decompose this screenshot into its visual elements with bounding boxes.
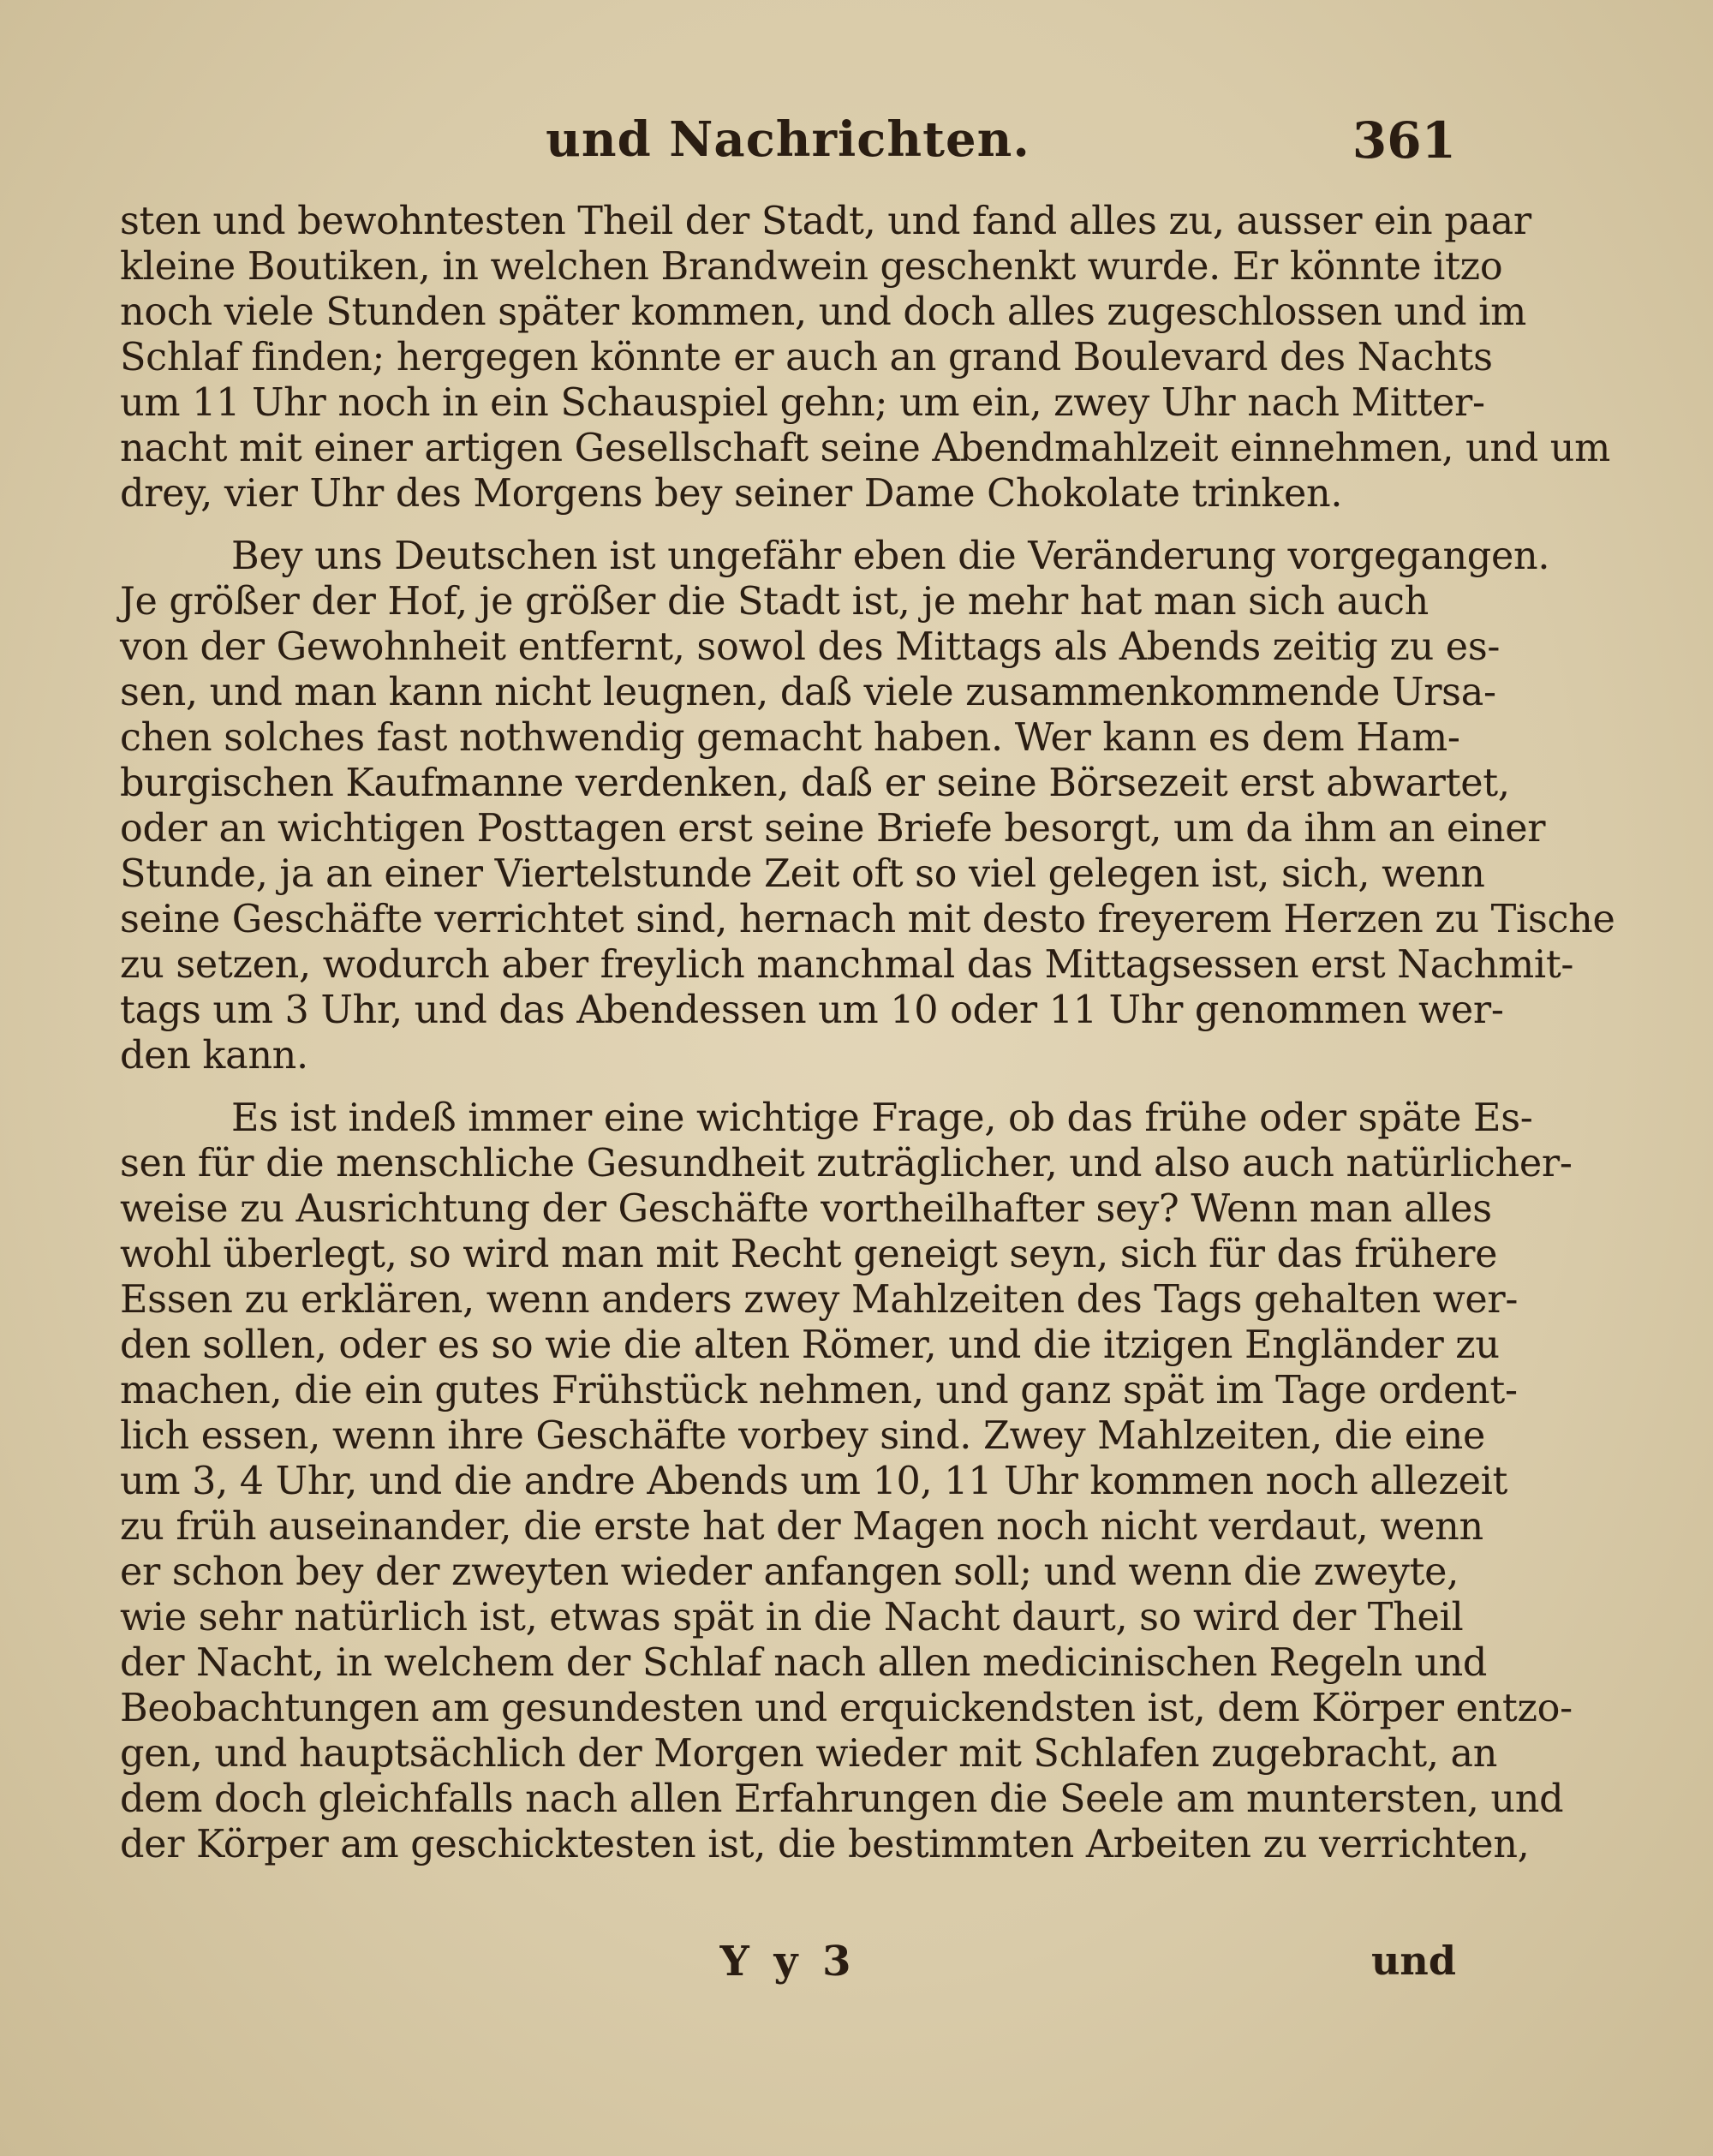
text-line: nacht mit einer artigen Gesellschaft seine Abendmahlzeit einnehmen, und um bbox=[120, 427, 1611, 470]
text-line: zu setzen, wodurch aber freylich manchmal das Mittagsessen erst Nachmit- bbox=[120, 943, 1574, 987]
page-number: 361 bbox=[1352, 111, 1456, 170]
text-line: dem doch gleichfalls nach allen Erfahrungen die Seele am muntersten, und bbox=[120, 1777, 1564, 1821]
text-line: Beobachtungen am gesundesten und erquickendsten ist, dem Körper entzo- bbox=[120, 1687, 1573, 1730]
text-line: um 11 Uhr noch in ein Schauspiel gehn; um ein, zwey Uhr nach Mitter- bbox=[120, 381, 1485, 425]
text-line: wie sehr natürlich ist, etwas spät in die Nacht daurt, so wird der Theil bbox=[120, 1596, 1464, 1639]
text-line: Je größer der Hof, je größer die Stadt ist, je mehr hat man sich auch bbox=[120, 580, 1429, 624]
text-line: der Körper am geschicktesten ist, die bestimmten Arbeiten zu verrichten, bbox=[120, 1823, 1530, 1866]
paragraph-1 bbox=[120, 199, 1611, 517]
text-line: machen, die ein gutes Frühstück nehmen, und ganz spät im Tage ordent- bbox=[120, 1369, 1518, 1412]
text-line: Stunde, ja an einer Viertelstunde Zeit oft so viel gelegen ist, sich, wenn bbox=[120, 852, 1485, 896]
page-header bbox=[120, 103, 1456, 180]
text-line: von der Gewohnheit entfernt, sowol des Mittags als Abends zeitig zu es- bbox=[120, 625, 1501, 669]
text-line: Es ist indeß immer eine wichtige Frage, ob das frühe oder späte Es- bbox=[231, 1096, 1533, 1140]
text-line: den kann. bbox=[120, 1034, 308, 1078]
body-text bbox=[120, 199, 1615, 1884]
text-line: weise zu Ausrichtung der Geschäfte vortheilhafter sey? Wenn man alles bbox=[120, 1187, 1492, 1231]
text-line: zu früh auseinander, die erste hat der Magen noch nicht verdaut, wenn bbox=[120, 1505, 1483, 1549]
text-line: tags um 3 Uhr, und das Abendessen um 10 oder 11 Uhr genommen wer- bbox=[120, 988, 1504, 1032]
text-line: burgischen Kaufmanne verdenken, daß er seine Börsezeit erst abwartet, bbox=[120, 761, 1510, 805]
paragraph-2 bbox=[120, 534, 1615, 1078]
catchword: und bbox=[1370, 1938, 1456, 1984]
text-line: um 3, 4 Uhr, und die andre Abends um 10, 11 Uhr kommen noch allezeit bbox=[120, 1460, 1508, 1503]
text-line: sen für die menschliche Gesundheit zuträglicher, und also auch natürlicher- bbox=[120, 1142, 1573, 1186]
signature-mark: Y y 3 bbox=[719, 1938, 856, 1986]
paragraph-3 bbox=[120, 1096, 1573, 1867]
text-line: noch viele Stunden später kommen, und doch alles zugeschlossen und im bbox=[120, 290, 1526, 334]
text-line: gen, und hauptsächlich der Morgen wieder mit Schlafen zugebracht, an bbox=[120, 1732, 1498, 1776]
text-line: drey, vier Uhr des Morgens bey seiner Dame Chokolate trinken. bbox=[120, 472, 1343, 516]
text-line: er schon bey der zweyten wieder anfangen soll; und wenn die zweyte, bbox=[120, 1550, 1459, 1594]
text-line: sten und bewohntesten Theil der Stadt, und fand alles zu, ausser ein paar bbox=[120, 200, 1531, 243]
text-line: chen solches fast nothwendig gemacht haben. Wer kann es dem Ham- bbox=[120, 716, 1460, 760]
text-line: wohl überlegt, so wird man mit Recht geneigt seyn, sich für das frühere bbox=[120, 1233, 1498, 1276]
text-line: sen, und man kann nicht leugnen, daß viele zusammenkommende Ursa- bbox=[120, 671, 1496, 714]
text-line: Essen zu erklären, wenn anders zwey Mahlzeiten des Tags gehalten wer- bbox=[120, 1278, 1519, 1322]
running-head: und Nachrichten. bbox=[546, 111, 1030, 168]
text-line: den sollen, oder es so wie die alten Römer, und die itzigen Engländer zu bbox=[120, 1323, 1500, 1367]
text-line: kleine Boutiken, in welchen Brandwein geschenkt wurde. Er könnte itzo bbox=[120, 245, 1503, 289]
text-line: oder an wichtigen Posttagen erst seine Briefe besorgt, um da ihm an einer bbox=[120, 807, 1546, 851]
text-line: Schlaf finden; hergegen könnte er auch an grand Boulevard des Nachts bbox=[120, 336, 1493, 379]
text-line: der Nacht, in welchem der Schlaf nach allen medicinischen Regeln und bbox=[120, 1641, 1488, 1685]
text-line: seine Geschäfte verrichtet sind, hernach mit desto freyerem Herzen zu Tische bbox=[120, 898, 1615, 941]
page-footer bbox=[120, 1938, 1456, 1998]
text-line: lich essen, wenn ihre Geschäfte vorbey sind. Zwey Mahlzeiten, die eine bbox=[120, 1414, 1486, 1458]
text-line: Bey uns Deutschen ist ungefähr eben die Veränderung vorgegangen. bbox=[231, 535, 1550, 578]
